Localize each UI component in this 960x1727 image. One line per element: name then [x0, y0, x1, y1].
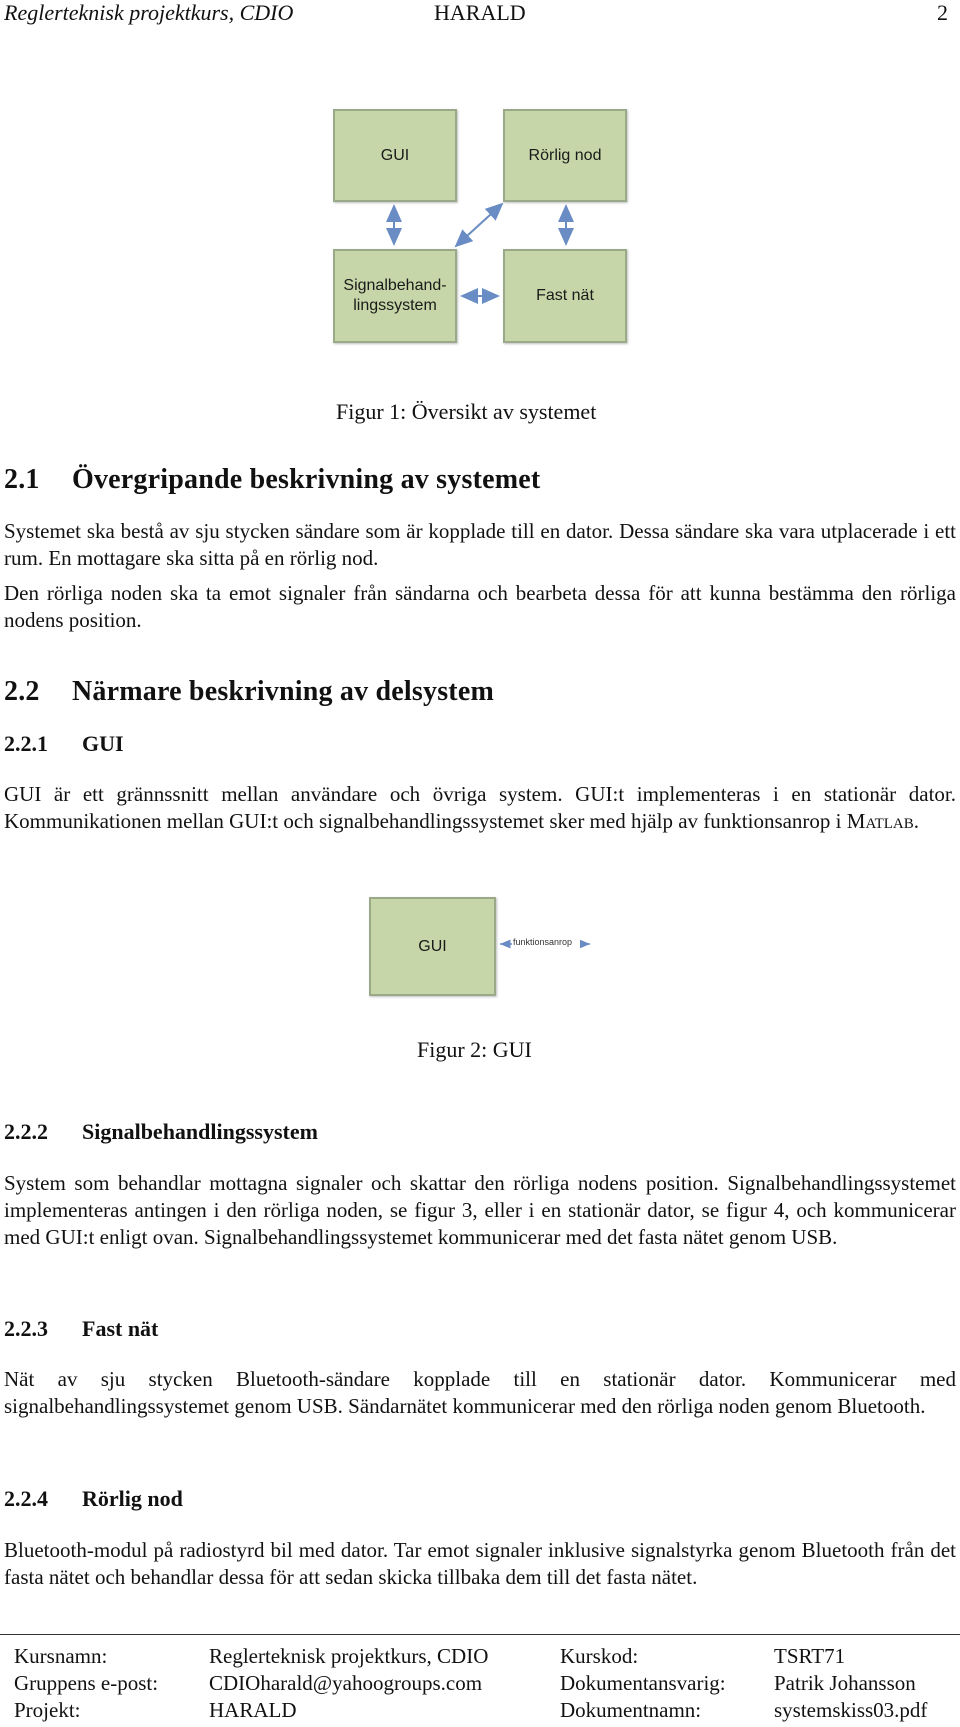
subsection-2-2-1-paragraph: GUI är ett grännssnitt mellan användare och övriga system. GUI:t implementeras i en stationär dator. Kommunikationen mellan GUI:t och signalbehandlingssystemet sker med hjälp av funktionsanrop i Matlab. [4, 782, 956, 833]
section-2-1-paragraph-1: Systemet ska bestå av sju stycken sändare som är kopplade till en dator. Dessa sändare ska vara utplacerade i ett rum. En mottagare ska sitta på en rörlig nod. [4, 519, 956, 570]
footer-label: Dokumentnamn: [560, 1698, 702, 1722]
footer-row [14, 1670, 954, 1697]
footer-rule [0, 1634, 960, 1635]
signal-processing-box: Signalbehand- lingssystem [333, 249, 457, 343]
subsection-2-2-2-heading: 2.2.2 Signalbehandlingssystem [4, 1119, 318, 1144]
section-2-2-heading: 2.2 Närmare beskrivning av delsystem [4, 676, 494, 707]
footer-label: Projekt: [14, 1698, 81, 1722]
page-footer [14, 1643, 954, 1724]
header-page-number: 2 [937, 0, 948, 25]
subsection-2-2-2-paragraph: System som behandlar mottagna signaler och skattar den rörliga nodens position. Signalbehandlingssystemet implementeras antingen i den rörliga noden, se figur 3, eller i en stationär dator, se figur 4, och kommunicerar med GUI:t enligt ovan. Signalbehandlingssystemet kommunicerar med det fasta nätet genom USB. [4, 1171, 956, 1249]
footer-label: Dokumentansvarig: [560, 1671, 726, 1695]
footer-label: Kursnamn: [14, 1644, 108, 1668]
footer-value: HARALD [209, 1698, 297, 1722]
section-2-1-heading: 2.1 Övergripande beskrivning av systemet [4, 464, 541, 495]
footer-row [14, 1697, 954, 1724]
moving-node-box: Rörlig nod [503, 109, 627, 202]
footer-value: systemskiss03.pdf [774, 1698, 928, 1722]
subsection-2-2-3-paragraph: Nät av sju stycken Bluetooth-sändare kopplade till en stationär dator. Kommunicerar med signalbehandlingssystemet genom USB. Sändarnätet kommunicerar med den rörliga noden genom Bluetooth. [4, 1367, 956, 1418]
section-2-1-paragraph-2: Den rörliga noden ska ta emot signaler från sändarna och bearbeta dessa för att kunna bestämma den rörliga nodens position. [4, 581, 956, 632]
subsection-2-2-1-heading: 2.2.1 GUI [4, 731, 124, 756]
figure-2-gui-box: GUI [369, 897, 496, 996]
gui-box: GUI [333, 109, 457, 202]
subsection-2-2-4-heading: 2.2.4 Rörlig nod [4, 1486, 183, 1511]
subsection-2-2-4-paragraph: Bluetooth-modul på radiostyrd bil med dator. Tar emot signaler inklusive signalstyrka genom Bluetooth från det fasta nätet och behandlar dessa för att sedan skicka tillbaka dem till det fasta nätet. [4, 1538, 956, 1589]
header-course: Reglerteknisk projektkurs, CDIO [4, 0, 294, 25]
footer-value: Reglerteknisk projektkurs, CDIO [209, 1644, 489, 1668]
footer-row [14, 1643, 954, 1670]
subsection-2-2-3-heading: 2.2.3 Fast nät [4, 1316, 159, 1341]
figure-1-caption: Figur 1: Översikt av systemet [336, 399, 597, 424]
footer-value: Patrik Johansson [774, 1671, 916, 1695]
footer-email: CDIOharald@yahoogroups.com [209, 1671, 483, 1695]
header-project: HARALD [434, 0, 526, 25]
figure-2-caption: Figur 2: GUI [417, 1037, 532, 1062]
matlab-term: Matlab [846, 809, 914, 833]
footer-label: Kurskod: [560, 1644, 639, 1668]
footer-label: Gruppens e-post: [14, 1671, 159, 1695]
funktionsanrop-label: funktionsanrop [513, 937, 573, 947]
footer-value: TSRT71 [774, 1644, 846, 1668]
fixed-network-box: Fast nät [503, 249, 627, 343]
